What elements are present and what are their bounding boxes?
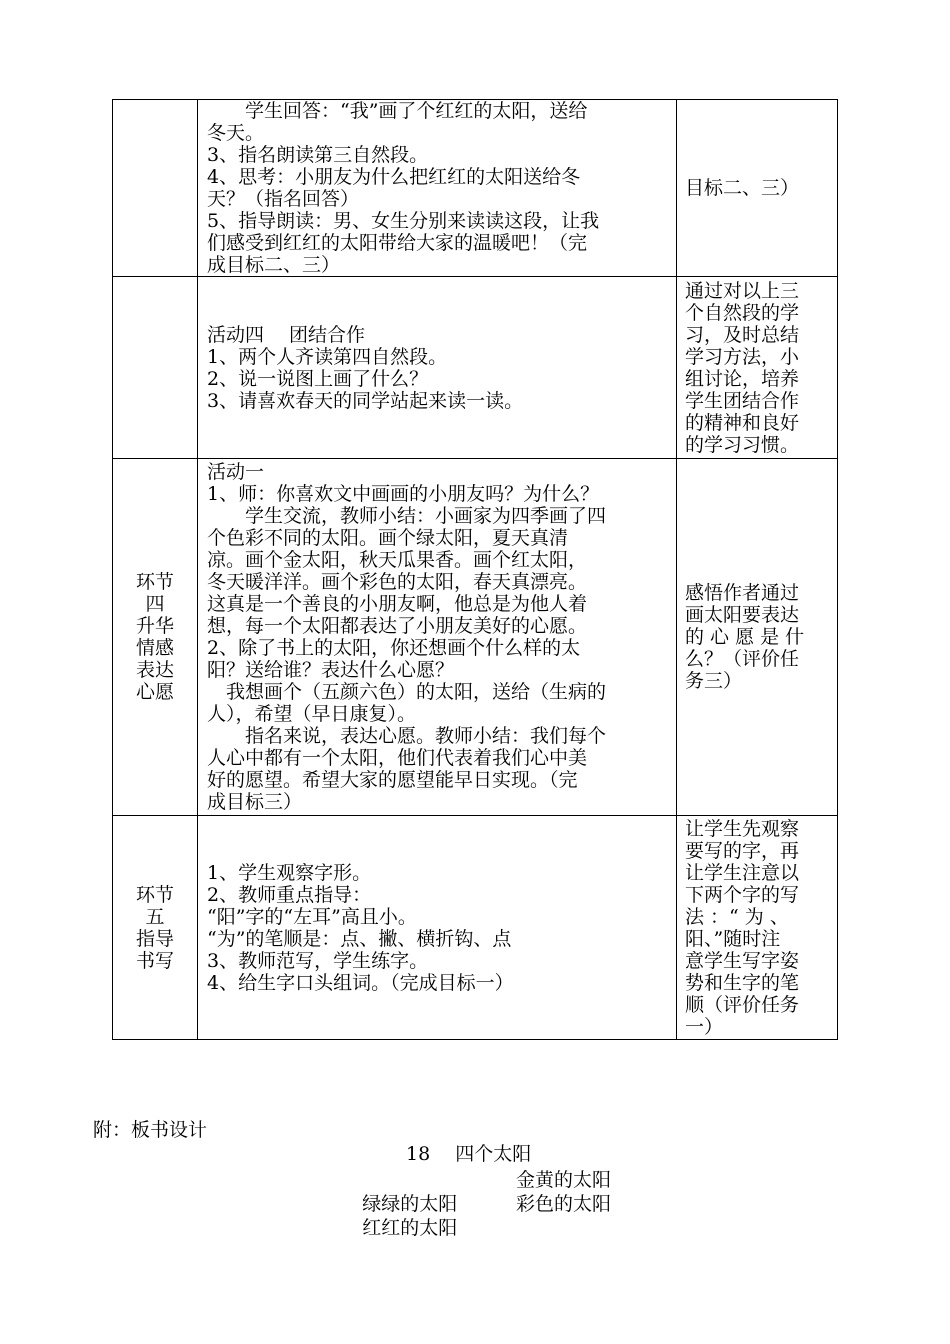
table-row xyxy=(113,459,838,816)
note-cell xyxy=(677,100,838,277)
content-cell xyxy=(198,816,677,1040)
content-cell xyxy=(198,459,677,816)
note-line: 要写的字，再 xyxy=(685,839,800,862)
content-line: 3、请喜欢春天的同学站起来读一读。 xyxy=(207,389,524,412)
table-row xyxy=(113,816,838,1040)
note-cell xyxy=(677,816,838,1040)
note-line: 目标二、三） xyxy=(685,177,800,199)
content-line: 成目标二、三） xyxy=(207,254,341,276)
content-line: 2、说一说图上画了什么？ xyxy=(207,367,429,390)
note-line: 个自然段的学 xyxy=(685,301,800,324)
board-item: 绿绿的太阳 xyxy=(362,1193,458,1215)
section-label-line: 书写 xyxy=(135,949,174,972)
content-line: 4、思考：小朋友为什么把红红的太阳送给冬 xyxy=(207,166,581,188)
board-row xyxy=(326,1192,612,1288)
board-item: 金黄的太阳 xyxy=(516,1169,612,1191)
note-line: 法 ：“ 为 、 xyxy=(685,905,789,928)
content-line: 学生回答：“我”画了个红红的太阳，送给 xyxy=(245,100,588,122)
note-line: 阳、”随时注 xyxy=(685,927,781,950)
content-line: 冬天暖洋洋。画个彩色的太阳，春天真漂亮。 xyxy=(207,571,588,593)
content-line: 人），希望（早日康复）。 xyxy=(207,703,417,725)
content-line: 指名来说，表达心愿。教师小结：我们每个 xyxy=(245,725,607,747)
note-cell xyxy=(677,459,838,816)
note-line: 的精神和良好 xyxy=(685,411,800,434)
note-line: 务三） xyxy=(685,670,743,692)
content-line: 1、两个人齐读第四自然段。 xyxy=(207,345,448,368)
note-line: 画太阳要表达 xyxy=(685,604,800,626)
content-line: 5、指导朗读：男、女生分别来读读这段，让我 xyxy=(207,210,600,232)
content-line: 2、教师重点指导： xyxy=(207,883,372,906)
content-line: 1、师：你喜欢文中画画的小朋友吗？为什么？ xyxy=(207,483,600,505)
content-line: 们感受到红红的太阳带给大家的温暖吧！（完 xyxy=(207,232,588,254)
content-line: 3、指名朗读第三自然段。 xyxy=(207,144,429,166)
section-label-line: 环节 xyxy=(135,883,174,906)
note-line: 感悟作者通过 xyxy=(685,582,800,604)
content-cell xyxy=(198,100,677,277)
note-line: 组讨论，培养 xyxy=(685,367,800,390)
section-cell xyxy=(113,816,198,1040)
section-label-line: 升华 xyxy=(135,615,174,637)
lesson-plan-table xyxy=(112,99,838,1040)
content-line: 阳？送给谁？表达什么心愿？ xyxy=(207,659,455,681)
content-line: 4、给生字口头组词。（完成目标一） xyxy=(207,971,514,994)
section-label-line: 四 xyxy=(145,593,165,615)
note-line: 的学习习惯。 xyxy=(685,433,800,456)
content-line: 这真是一个善良的小朋友啊，他总是为他人着 xyxy=(207,593,588,615)
table-row xyxy=(113,100,838,277)
section-label-line: 五 xyxy=(145,905,165,928)
note-line: 让学生注意以 xyxy=(685,861,800,884)
section-label-line: 情感 xyxy=(135,637,174,659)
content-line: 1、学生观察字形。 xyxy=(207,861,372,884)
content-line: 学生交流，教师小结：小画家为四季画了四 xyxy=(245,505,607,527)
section-label-line: 表达 xyxy=(135,659,174,681)
content-line: 个色彩不同的太阳。画个绿太阳，夏天真清 xyxy=(207,527,569,549)
note-line: 学习方法，小 xyxy=(685,345,800,368)
content-line: 人心中都有一个太阳，他们代表着我们心中美 xyxy=(207,747,588,769)
content-line: 2、除了书上的太阳，你还想画个什么样的太 xyxy=(207,637,581,659)
note-line: 通过对以上三 xyxy=(685,279,800,302)
board-item: 彩色的太阳 xyxy=(516,1193,612,1215)
table-row xyxy=(113,277,838,459)
content-line: 我想画个（五颜六色）的太阳，送给（生病的 xyxy=(226,681,607,703)
note-line: 顺（评价任务 xyxy=(685,993,800,1016)
note-line: 意学生写字姿 xyxy=(685,949,800,972)
section-label-line: 心愿 xyxy=(135,681,174,703)
note-line: 让学生先观察 xyxy=(685,817,800,840)
content-line: 冬天。 xyxy=(207,122,265,144)
note-line: 势和生字的笔 xyxy=(685,971,800,994)
section-label-line: 指导 xyxy=(135,927,174,950)
note-cell xyxy=(677,277,838,459)
content-line: 活动一 xyxy=(207,461,265,483)
section-cell xyxy=(113,100,198,277)
note-line: 学生团结合作 xyxy=(685,389,800,412)
board-title: 18 四个太阳 xyxy=(406,1143,532,1165)
content-line: 天？（指名回答） xyxy=(207,188,360,210)
note-line: 的 心 愿 是 什 xyxy=(685,626,805,648)
note-line: 习，及时总结 xyxy=(685,323,800,346)
section-cell xyxy=(113,277,198,459)
content-line: 3、教师范写，学生练字。 xyxy=(207,949,429,972)
content-cell xyxy=(198,277,677,459)
section-cell xyxy=(113,459,198,816)
content-line: “阳”字的“左耳”高且小。 xyxy=(207,905,417,928)
content-line: 凉。画个金太阳，秋天瓜果香。画个红太阳， xyxy=(207,549,588,571)
content-line: 成目标三） xyxy=(207,791,303,813)
appendix-label: 附：板书设计 xyxy=(93,1119,208,1141)
content-line: “为”的笔顺是：点、撇、横折钩、点 xyxy=(207,927,512,950)
content-line: 活动四 团结合作 xyxy=(207,323,366,346)
note-line: 一） xyxy=(685,1015,724,1038)
board-item: 红红的太阳 xyxy=(362,1217,458,1239)
content-line: 好的愿望。希望大家的愿望能早日实现。（完 xyxy=(207,769,578,791)
note-line: 下两个字的写 xyxy=(685,883,800,906)
content-line: 想，每一个太阳都表达了小朋友美好的心愿。 xyxy=(207,615,588,637)
section-label-line: 环节 xyxy=(135,571,174,593)
note-line: 么？（评价任 xyxy=(685,648,800,670)
